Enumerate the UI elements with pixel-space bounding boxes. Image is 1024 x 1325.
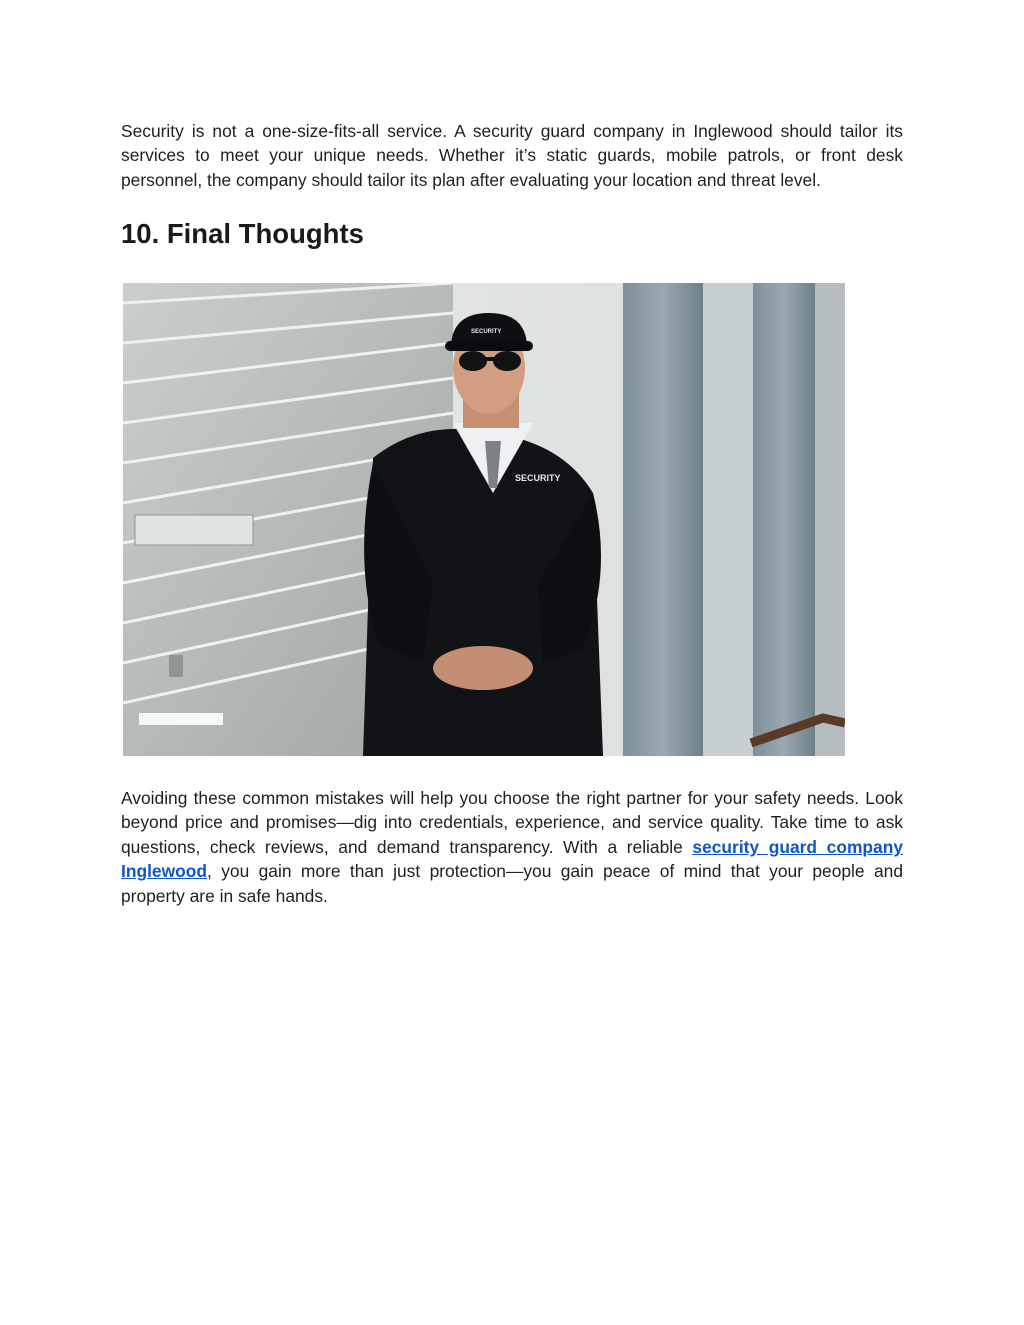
section-heading: 10. Final Thoughts [121,218,364,249]
closing-text-after-link: , you gain more than just protection—you gain peace of mind that your people and property are in safe hands. [121,861,903,906]
closing-text-before-link: Avoiding these common mistakes will help you choose the right partner for your safety needs. Look beyond price and promises—dig into credentials, experience, and service quality. Take time to ask questions, check reviews, and demand transparency. With a reliable [121,788,903,857]
cap-text: SECURITY [471,329,502,335]
jacket-text: SECURITY [515,473,561,483]
intro-paragraph: Security is not a one-size-fits-all service. A security guard company in Inglewood should tailor its services to meet your unique needs. Whether it’s static guards, mobile patrols, or front desk personnel, the company should tailor its plan after evaluating your location and threat level. [121,121,903,190]
security-guard-photo [123,283,845,756]
security-guard-illustration [123,283,845,756]
closing-paragraph [121,786,903,908]
security-guard-company-link[interactable]: security guard company Inglewood [121,836,903,882]
